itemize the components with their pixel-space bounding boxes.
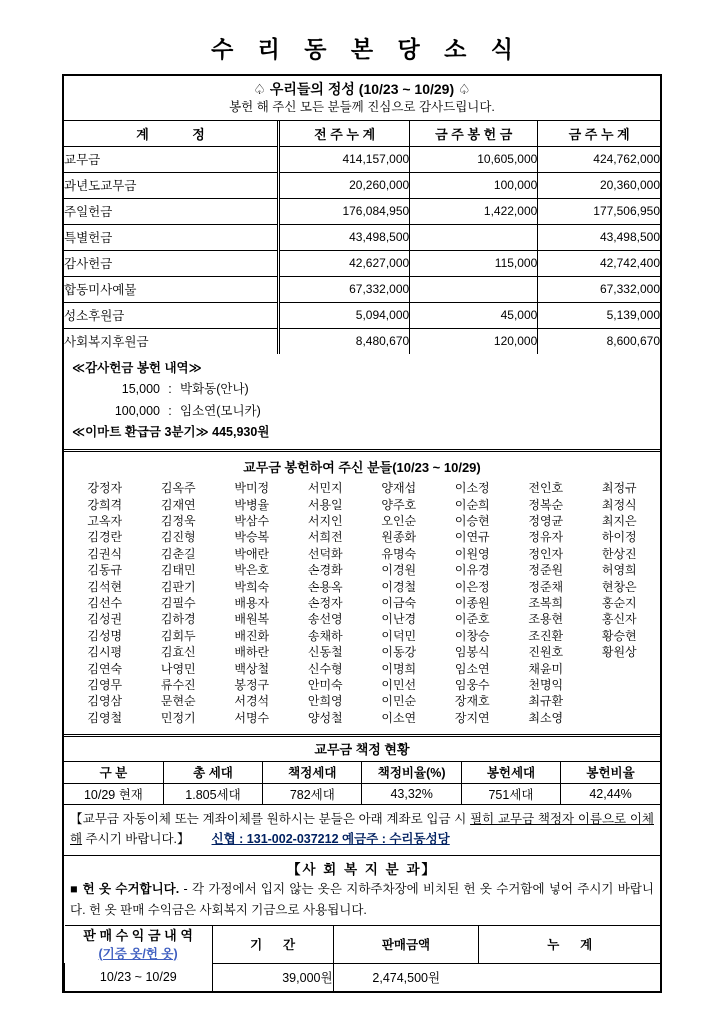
donor-name: 서명수 [234,710,270,725]
donor-name: 유명숙 [381,546,417,561]
amount-cell: 45,000 [410,302,538,328]
sales-data-row [65,963,661,991]
donor-name: 이민순 [381,694,417,709]
donor-name: 김동규 [87,563,123,578]
thanks-detail-title: ≪감사헌금 봉헌 내역≫ [72,361,202,376]
amount-cell: 43,498,500 [538,224,660,250]
donor-name: 배원복 [234,612,270,627]
offering-row [64,276,660,302]
donor-name: 최정규 [601,481,637,496]
account-name-cell: 성소후원금 [64,302,279,328]
thanks-name: 박화동(안나) [180,382,249,397]
donor-name: 김석현 [87,579,123,594]
emart-refund-line [72,422,652,443]
donor-name: 임웅수 [454,678,490,693]
assess-col-category: 구 분 [64,762,163,783]
amount-cell: 8,600,670 [538,328,660,354]
assess-val-pledged: 782세대 [263,783,362,804]
donor-name: 손정자 [307,595,343,610]
donor-name: 김정욱 [160,513,196,528]
donor-name: 박애란 [234,546,270,561]
donor-name: 강희격 [87,497,123,512]
donor-name: 이소정 [454,481,490,496]
amount-cell: 67,332,000 [538,276,660,302]
donor-name: 김진형 [160,530,196,545]
donors-section [64,452,660,737]
donor-name: 이승현 [454,513,490,528]
donor-name: 김영철 [87,710,123,725]
thanks-item [72,379,652,400]
bank-account-info: 신협 : 131-002-037212 예금주 : 수리동성당 [211,832,450,847]
donor-name: 배진화 [234,628,270,643]
donor-name: 김춘길 [160,546,196,561]
amount-cell: 1,422,000 [410,198,538,224]
sales-header-row [65,926,661,964]
donor-name: 이소연 [381,710,417,725]
donor-name: 김연숙 [87,661,123,676]
donor-name: 김영삼 [87,694,123,709]
thanks-name: 임소연(모니카) [180,403,261,418]
amount-cell: 42,627,000 [279,250,410,276]
donor-name: 신동철 [307,645,343,660]
amount-cell: 5,139,000 [538,302,660,328]
donor-name: 김판기 [160,579,196,594]
account-name-cell: 사회복지후원금 [64,328,279,354]
donor-name: 강정자 [87,481,123,496]
notice-text: 주시기 바랍니다.】 [82,832,190,847]
donor-name: 배하란 [234,645,270,660]
account-name-cell: 특별헌금 [64,224,279,250]
donor-name: 박미정 [234,481,270,496]
donor-name: 이금숙 [381,595,417,610]
donor-name: 박삼수 [234,513,270,528]
donor-name: 천명익 [528,678,564,693]
offerings-header [64,76,660,121]
donor-name: 이순희 [454,497,490,512]
sales-val-total: 2,474,500원 [333,963,479,991]
welfare-notice [64,879,660,925]
donor-name: 황원상 [601,645,637,660]
offerings-table [64,121,660,354]
assessment-header-row [64,762,660,783]
amount-cell: 20,360,000 [538,172,660,198]
transfer-notice [64,805,660,856]
donor-name: 이원영 [454,546,490,561]
page-title: 수 리 동 본 당 소 식 [211,36,522,62]
donor-name: 김성명 [87,628,123,643]
donor-name: 김권식 [87,546,123,561]
donors-title: 교무금 봉헌하여 주신 분들(10/23 ~ 10/29) [243,460,481,476]
donor-name: 조진환 [528,628,564,643]
donor-name: 송채하 [307,628,343,643]
donor-name: 홍신자 [601,612,637,627]
donor-name: 원종화 [381,530,417,545]
amount-cell: 424,762,000 [593,152,660,167]
donor-name: 이연규 [454,530,490,545]
donor-name: 하이정 [601,530,637,545]
offerings-title: ♤ 우리들의 정성 (10/23 ~ 10/29) ♤ [253,81,471,97]
amount-cell: 8,480,670 [279,328,410,354]
account-name-cell: 과년도교무금 [64,172,279,198]
sales-col-total: 누 계 [479,926,660,964]
donor-name: 전인호 [528,481,564,496]
donor-name: 임소연 [454,661,490,676]
amount-cell: 115,000 [410,250,538,276]
donor-name: 정영균 [528,513,564,528]
assessment-table [64,762,660,805]
assess-val-offered: 751세대 [461,783,560,804]
donor-name: 이창승 [454,628,490,643]
donor-name: 정준원 [528,563,564,578]
donor-name: 서희전 [307,530,343,545]
account-name-cell: 교무금 [64,146,279,172]
account-name-cell: 주일헌금 [64,198,279,224]
col-header-week-amount: 금 주 봉 헌 금 [410,121,538,146]
donor-name [583,710,657,726]
thanks-amount: 100,000 [114,403,160,418]
assess-col-offer-pct: 봉헌비율 [561,762,660,783]
donor-name: 황승현 [601,628,637,643]
account-name-cell: 감사헌금 [64,250,279,276]
donor-name: 이난경 [381,612,417,627]
donor-name: 신수형 [307,661,343,676]
donor-name: 봉정구 [234,678,270,693]
donor-name: 채윤미 [528,661,564,676]
notice-underlined-text: 필히 교무금 책정자 이름으로 이체해 [70,811,654,847]
donor-name: 최정식 [601,497,637,512]
assess-val-total: 1.805세대 [163,783,262,804]
donor-name: 정유자 [528,530,564,545]
amount-cell: 120,000 [410,328,538,354]
donor-name: 김시평 [87,645,123,660]
donor-name: 고옥자 [87,513,123,528]
donor-name: 조복희 [528,595,564,610]
col-header-prev-total: 전 주 누 계 [279,121,410,146]
donor-name [583,677,657,693]
donor-name: 이준호 [454,612,490,627]
amount-cell [410,276,538,302]
donor-name: 류수진 [160,678,196,693]
assessment-title: 교무금 책정 현황 [64,737,660,762]
donor-name [583,693,657,709]
donor-name: 김성권 [87,612,123,627]
donor-name: 배용자 [234,595,270,610]
amount-cell: 100,000 [410,172,538,198]
account-name-cell: 합동미사예물 [64,276,279,302]
donor-name: 서지인 [307,513,343,528]
sales-rowhead-title: 판 매 수 익 금 내 역 [83,928,193,944]
offering-row [64,250,660,276]
donor-name: 현창은 [601,579,637,594]
assess-col-pledge-pct: 책정비율(%) [362,762,461,783]
assess-val-category: 10/29 현재 [83,787,143,802]
donors-name-grid [68,480,656,726]
donor-name: 김회두 [160,628,196,643]
sales-col-amount: 판매금액 [333,926,479,964]
donor-name: 양주호 [381,497,417,512]
donor-name: 서민지 [307,481,343,496]
donor-name: 서용일 [307,497,343,512]
donor-name: 선덕화 [307,546,343,561]
donor-name: 박은호 [234,563,270,578]
donor-name: 이유경 [454,563,490,578]
donor-name: 김영무 [87,678,123,693]
assess-col-total: 총 세대 [163,762,262,783]
donor-name: 장재호 [454,694,490,709]
assessment-data-row [64,783,660,804]
amount-cell: 20,260,000 [279,172,410,198]
assess-col-offered: 봉헌세대 [461,762,560,783]
donor-name: 홍순지 [601,595,637,610]
donor-name: 진원호 [528,645,564,660]
amount-cell: 176,084,950 [279,198,410,224]
donor-name: 정준채 [528,579,564,594]
donor-name: 이경원 [381,563,417,578]
donor-name: 이동강 [381,645,417,660]
thanks-amount: 15,000 [121,382,160,397]
offerings-subtitle: 봉헌 해 주신 모든 분들께 진심으로 감사드립니다. [229,99,495,114]
donor-name: 박승복 [234,530,270,545]
sales-col-period: 기 간 [212,926,333,964]
offering-row [64,328,660,354]
amount-cell: 177,506,950 [538,198,660,224]
assess-val-offer-pct: 42,44% [561,783,660,804]
donor-name: 김태민 [160,563,196,578]
offering-row [64,146,660,172]
sales-val-amount: 39,000원 [212,963,333,991]
donor-name: 손경화 [307,563,343,578]
donor-name: 이은정 [454,579,490,594]
amount-cell [410,224,538,250]
amount-cell: 43,498,500 [279,224,410,250]
notice-text: 【교무금 자동이체 또는 계좌이체를 원하시는 분들은 아래 계좌로 입금 시 [70,811,471,826]
donor-name: 이종원 [454,595,490,610]
amount-cell: 414,157,000 [279,146,410,172]
emart-refund-label: ≪이마트 환급금 3분기≫ [72,424,209,439]
donor-name: 정복순 [528,497,564,512]
amount-cell: 67,332,000 [279,276,410,302]
donor-name: 나영민 [160,661,196,676]
welfare-notice-bold: ■ 헌 옷 수거합니다. [70,881,180,896]
donor-name: 송선영 [307,612,343,627]
donor-name [583,661,657,677]
donor-name: 서경석 [234,694,270,709]
sales-rowhead-subtitle: (기증 옷/헌 옷) [98,946,178,961]
donor-name: 박병율 [234,497,270,512]
sales-table [64,925,660,991]
donor-name: 김필수 [160,595,196,610]
welfare-section-title: 【사 회 복 지 분 과】 [287,861,437,877]
donor-name: 김경란 [87,530,123,545]
donor-name: 이명희 [381,661,417,676]
assess-val-pledge-pct: 43,32% [362,783,461,804]
thanks-item [72,401,652,422]
bulletin-document [62,74,662,993]
offering-row [64,224,660,250]
thanks-colon: : [168,403,172,418]
donor-name: 백상철 [234,661,270,676]
donor-name: 장지연 [454,710,490,725]
welfare-notice-rest: - 각 가정에서 입지 않는 옷은 지하주차장에 비치된 헌 옷 수거함에 넣어 주시기 바랍니다. 헌 옷 판매 수익금은 사회복지 기금으로 사용됩니다. [70,881,654,917]
emart-refund-amount: 445,930원 [212,424,270,439]
col-header-week-total: 금 주 누 계 [538,121,660,146]
donor-name: 최규환 [528,694,564,709]
donor-name: 안희영 [307,694,343,709]
donor-name: 이덕민 [381,628,417,643]
assess-col-pledged: 책정세대 [263,762,362,783]
donor-name: 조용현 [528,612,564,627]
offering-row [64,198,660,224]
sales-rowhead-cell [65,926,213,964]
donor-name: 한상진 [601,546,637,561]
donor-name: 김하경 [160,612,196,627]
donor-name: 정인자 [528,546,564,561]
donor-name: 손용옥 [307,579,343,594]
donor-name: 최소영 [528,710,564,725]
donor-name: 박희숙 [234,579,270,594]
donor-name: 이경철 [381,579,417,594]
col-header-account: 계 정 [64,121,279,146]
donor-name: 이민선 [381,678,417,693]
amount-cell: 5,094,000 [279,302,410,328]
donor-name: 양성철 [307,710,343,725]
donor-name: 김재연 [160,497,196,512]
donor-name: 허영희 [601,563,637,578]
donor-name: 안미숙 [307,678,343,693]
sales-val-period: 10/23 ~ 10/29 [65,963,213,991]
offerings-header-row [64,121,660,146]
donor-name: 김옥주 [160,481,196,496]
donor-name: 문현순 [160,694,196,709]
amount-cell: 42,742,400 [538,250,660,276]
amount-cell: 10,605,000 [410,146,538,172]
offering-row [64,302,660,328]
donor-name: 김효신 [160,645,196,660]
donor-name: 김선수 [87,595,123,610]
donor-name: 오인순 [381,513,417,528]
donor-name: 양재섭 [381,481,417,496]
offering-row [64,172,660,198]
thanks-detail-section [64,354,660,452]
donor-name: 민정기 [160,710,196,725]
donor-name: 임봉식 [454,645,490,660]
donor-name: 최지은 [601,513,637,528]
thanks-colon: : [168,382,172,397]
